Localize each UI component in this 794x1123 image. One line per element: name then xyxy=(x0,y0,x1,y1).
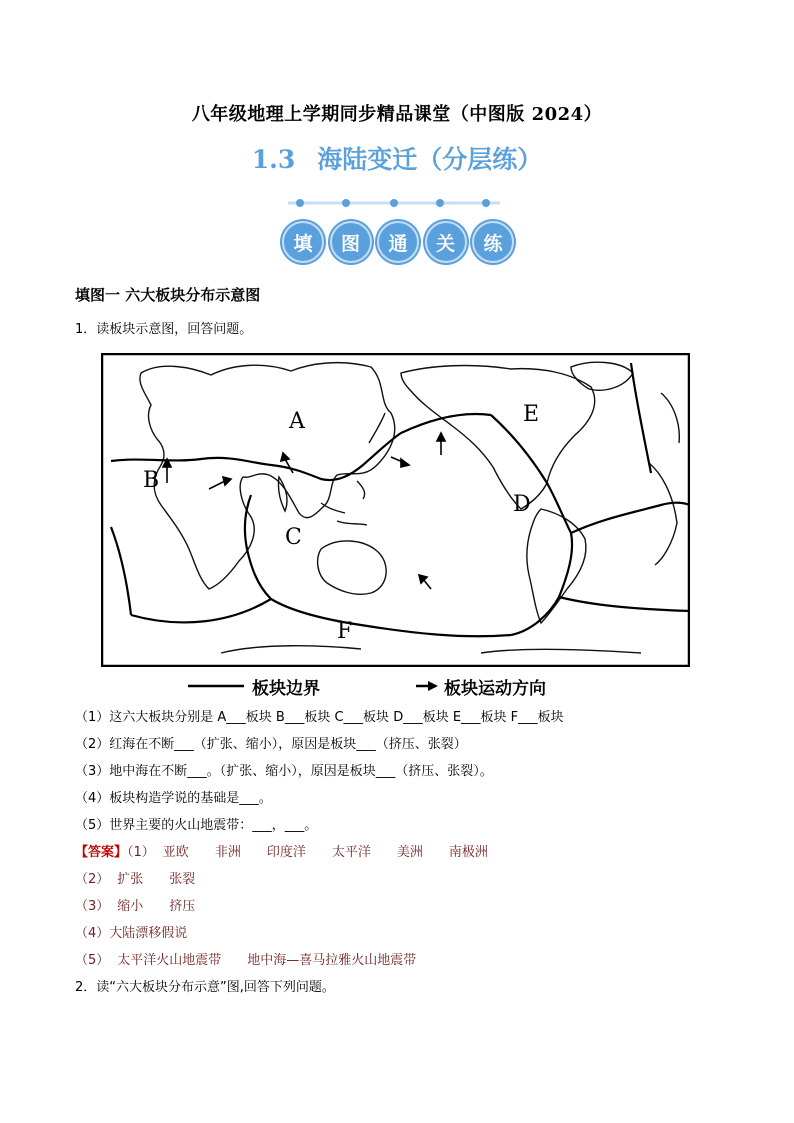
question-1-intro: 1．读板块示意图，回答问题。 xyxy=(75,322,253,337)
answer-1-item: 非洲 xyxy=(214,845,241,860)
lesson-heading xyxy=(0,140,794,176)
plate-label-e: E xyxy=(523,402,540,427)
document-title: 八年级地理上学期同步精品课堂（中图版 2024） xyxy=(191,104,603,125)
badge-4: 关 xyxy=(425,221,467,263)
badge-1: 填 xyxy=(282,221,324,263)
plate-label-a: A xyxy=(289,409,305,434)
legend-boundary-line xyxy=(188,684,244,688)
question-1-part-4: （4）板块构造学说的基础是___。 xyxy=(75,791,272,806)
answer-tag: 【答案】 xyxy=(75,845,128,860)
question-2-intro: 2．读“六大板块分布示意”图,回答下列问题。 xyxy=(75,980,335,995)
question-1-part-5: （5）世界主要的火山地震带：___，___。 xyxy=(75,818,318,833)
answer-5-item: 地中海—喜马拉雅火山地震带 xyxy=(247,953,417,968)
question-1-part-2: （2）红海在不断___（扩张、缩小），原因是板块___（挤压、张裂） xyxy=(75,737,467,752)
decor-dots xyxy=(288,196,500,210)
answer-line-5 xyxy=(75,951,735,978)
answer-1-prefix: （1） xyxy=(127,845,155,860)
lesson-title: 海陆变迁（分层练） xyxy=(317,145,543,174)
legend-boundary-label: 板块边界 xyxy=(252,679,320,699)
answer-2-item: 张裂 xyxy=(169,872,196,887)
section-badges xyxy=(282,220,514,264)
question-1-part-1: （1）这六大板块分别是 A___板块 B___板块 C___板块 D___板块 E___板块 F___板块 xyxy=(75,710,564,725)
answer-line-1 xyxy=(75,843,735,870)
plate-label-d: D xyxy=(513,492,531,517)
badge-2: 图 xyxy=(330,221,372,263)
plate-label-c: C xyxy=(285,525,302,550)
plate-label-f: F xyxy=(337,619,353,644)
map-legend xyxy=(188,674,608,698)
plate-map xyxy=(101,353,690,667)
answer-5-item: 太平洋火山地震带 xyxy=(117,953,222,968)
answer-1-item: 亚欧 xyxy=(162,845,189,860)
badge-3: 通 xyxy=(377,221,419,263)
answer-1-item: 太平洋 xyxy=(331,845,371,860)
legend-motion-label: 板块运动方向 xyxy=(444,679,546,699)
plate-label-b: B xyxy=(143,468,160,493)
answer-line-2 xyxy=(75,870,735,897)
answer-line-4: （4）大陆漂移假说 xyxy=(75,926,188,941)
question-block xyxy=(75,708,735,1005)
answer-2-item: 扩张 xyxy=(117,872,144,887)
answer-3-item: 缩小 xyxy=(117,899,144,914)
answer-2-prefix: （2） xyxy=(75,872,110,887)
answer-5-prefix: （5） xyxy=(75,953,110,968)
answer-3-item: 挤压 xyxy=(169,899,196,914)
answer-1-item: 印度洋 xyxy=(266,845,306,860)
answer-1-item: 南极洲 xyxy=(448,845,488,860)
legend-arrow-icon xyxy=(416,680,438,692)
section-title: 填图一 六大板块分布示意图 xyxy=(75,286,261,304)
answer-1-item: 美洲 xyxy=(396,845,423,860)
lesson-number: 1.3 xyxy=(251,145,296,174)
answer-3-prefix: （3） xyxy=(75,899,110,914)
answer-line-3 xyxy=(75,897,735,924)
question-1-part-3: （3）地中海在不断___。（扩张、缩小），原因是板块___（挤压、张裂）。 xyxy=(75,764,493,779)
badge-5: 练 xyxy=(472,221,514,263)
